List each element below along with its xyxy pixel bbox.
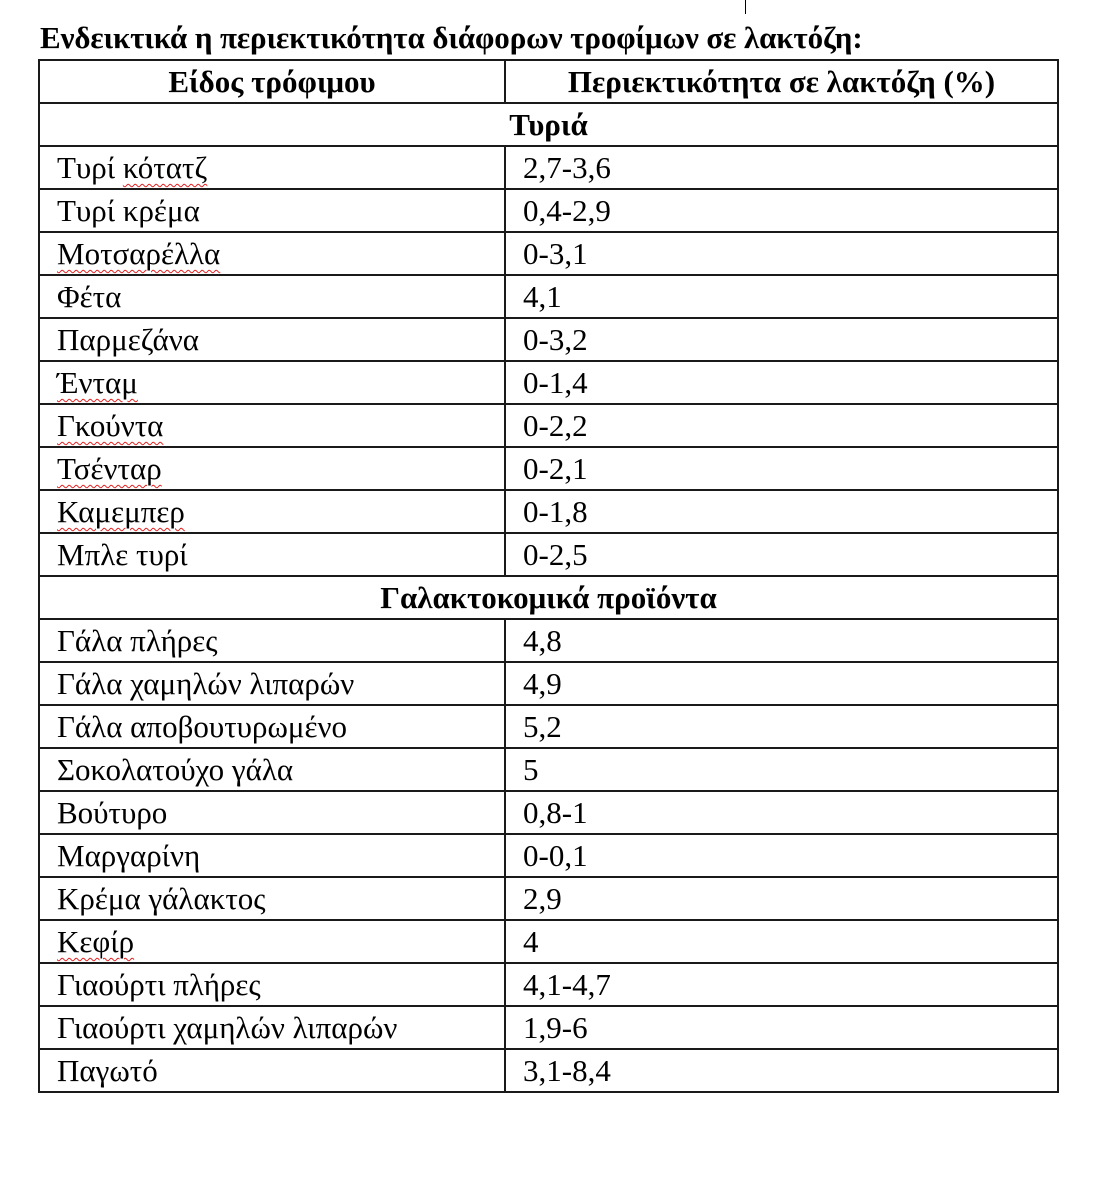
table-row [39, 748, 1058, 791]
food-name-cell [39, 619, 505, 662]
section-heading: Γαλακτοκομικά προϊόντα [39, 576, 1058, 619]
table-row [39, 705, 1058, 748]
lactose-value-cell: 4,1-4,7 [505, 963, 1058, 1006]
table-row [39, 920, 1058, 963]
table-row [39, 619, 1058, 662]
header-lactose-content: Περιεκτικότητα σε λακτόζη (%) [505, 60, 1058, 103]
food-name-cell [39, 146, 505, 189]
food-name-cell [39, 404, 505, 447]
table-row [39, 275, 1058, 318]
food-name-cell [39, 748, 505, 791]
lactose-value-cell: 4,8 [505, 619, 1058, 662]
lactose-value-cell: 3,1-8,4 [505, 1049, 1058, 1092]
lactose-value-cell: 0-2,2 [505, 404, 1058, 447]
table-row [39, 146, 1058, 189]
lactose-value-cell: 4,1 [505, 275, 1058, 318]
lactose-value-cell: 0-1,4 [505, 361, 1058, 404]
food-name: Μπλε τυρί [57, 537, 188, 572]
food-name-cell [39, 490, 505, 533]
table-row [39, 963, 1058, 1006]
table-header-row [39, 60, 1058, 103]
food-name-cell [39, 877, 505, 920]
header-food-type: Είδος τρόφιμου [39, 60, 505, 103]
table-row [39, 404, 1058, 447]
food-name: Παγωτό [57, 1053, 158, 1088]
table-row [39, 232, 1058, 275]
section-row [39, 576, 1058, 619]
lactose-value-cell: 4,9 [505, 662, 1058, 705]
food-name-cell [39, 361, 505, 404]
food-name: Κρέμα γάλακτος [57, 881, 266, 916]
table-row [39, 791, 1058, 834]
lactose-value-cell: 0,4-2,9 [505, 189, 1058, 232]
lactose-table [38, 59, 1059, 1093]
food-name-cell [39, 963, 505, 1006]
table-row [39, 318, 1058, 361]
lactose-value-cell: 0-1,8 [505, 490, 1058, 533]
food-name: Βούτυρο [57, 795, 168, 830]
food-name: Φέτα [57, 279, 122, 314]
food-name-cell [39, 1006, 505, 1049]
food-name: Γιαούρτι χαμηλών λιπαρών [57, 1010, 398, 1045]
table-row [39, 361, 1058, 404]
section-heading: Τυριά [39, 103, 1058, 146]
table-row [39, 1049, 1058, 1092]
text-cursor [745, 0, 746, 14]
food-name-cell [39, 791, 505, 834]
spellcheck-flagged-word[interactable]: Μοτσαρέλλα [57, 236, 221, 271]
lactose-value-cell: 0-0,1 [505, 834, 1058, 877]
spellcheck-flagged-word[interactable]: κότατζ [122, 150, 208, 185]
table-row [39, 490, 1058, 533]
food-name: Παρμεζάνα [57, 322, 199, 357]
lactose-value-cell: 0-2,1 [505, 447, 1058, 490]
lactose-value-cell: 5 [505, 748, 1058, 791]
food-name: Μαργαρίνη [57, 838, 201, 873]
lactose-value-cell: 2,7-3,6 [505, 146, 1058, 189]
food-name-cell [39, 275, 505, 318]
food-name-cell [39, 920, 505, 963]
food-name: Γιαούρτι πλήρες [57, 967, 261, 1002]
table-row [39, 533, 1058, 576]
food-name-cell [39, 834, 505, 877]
spellcheck-flagged-word[interactable]: Γκούντα [57, 408, 164, 443]
spellcheck-flagged-word[interactable]: Καμεμπερ [57, 494, 185, 529]
lactose-value-cell: 4 [505, 920, 1058, 963]
spellcheck-flagged-word[interactable]: Ένταμ [57, 365, 138, 400]
lactose-value-cell: 0-2,5 [505, 533, 1058, 576]
table-row [39, 447, 1058, 490]
food-name: Τυρί κρέμα [57, 193, 200, 228]
food-name-cell [39, 705, 505, 748]
lactose-value-cell: 1,9-6 [505, 1006, 1058, 1049]
lactose-value-cell: 0-3,2 [505, 318, 1058, 361]
food-name-cell [39, 232, 505, 275]
lactose-value-cell: 0-3,1 [505, 232, 1058, 275]
document-title: Ενδεικτικά η περιεκτικότητα διάφορων τροφίμων σε λακτόζη: [40, 20, 863, 55]
food-name-prefix: Τυρί [57, 150, 123, 185]
food-name-cell [39, 1049, 505, 1092]
food-name: Γάλα αποβουτυρωμένο [57, 709, 348, 744]
table-row [39, 189, 1058, 232]
food-name: Σοκολατούχο γάλα [57, 752, 294, 787]
lactose-value-cell: 0,8-1 [505, 791, 1058, 834]
lactose-value-cell: 2,9 [505, 877, 1058, 920]
table-body [39, 103, 1058, 1092]
spellcheck-flagged-word[interactable]: Κεφίρ [57, 924, 135, 959]
food-name-cell [39, 662, 505, 705]
food-name: Γάλα χαμηλών λιπαρών [57, 666, 355, 701]
section-row [39, 103, 1058, 146]
table-row [39, 877, 1058, 920]
food-name-cell [39, 318, 505, 361]
food-name-cell [39, 189, 505, 232]
food-name: Γάλα πλήρες [57, 623, 218, 658]
lactose-value-cell: 5,2 [505, 705, 1058, 748]
food-name-cell [39, 533, 505, 576]
table-row [39, 834, 1058, 877]
table-row [39, 1006, 1058, 1049]
spellcheck-flagged-word[interactable]: Τσένταρ [57, 451, 162, 486]
table-row [39, 662, 1058, 705]
food-name-cell [39, 447, 505, 490]
